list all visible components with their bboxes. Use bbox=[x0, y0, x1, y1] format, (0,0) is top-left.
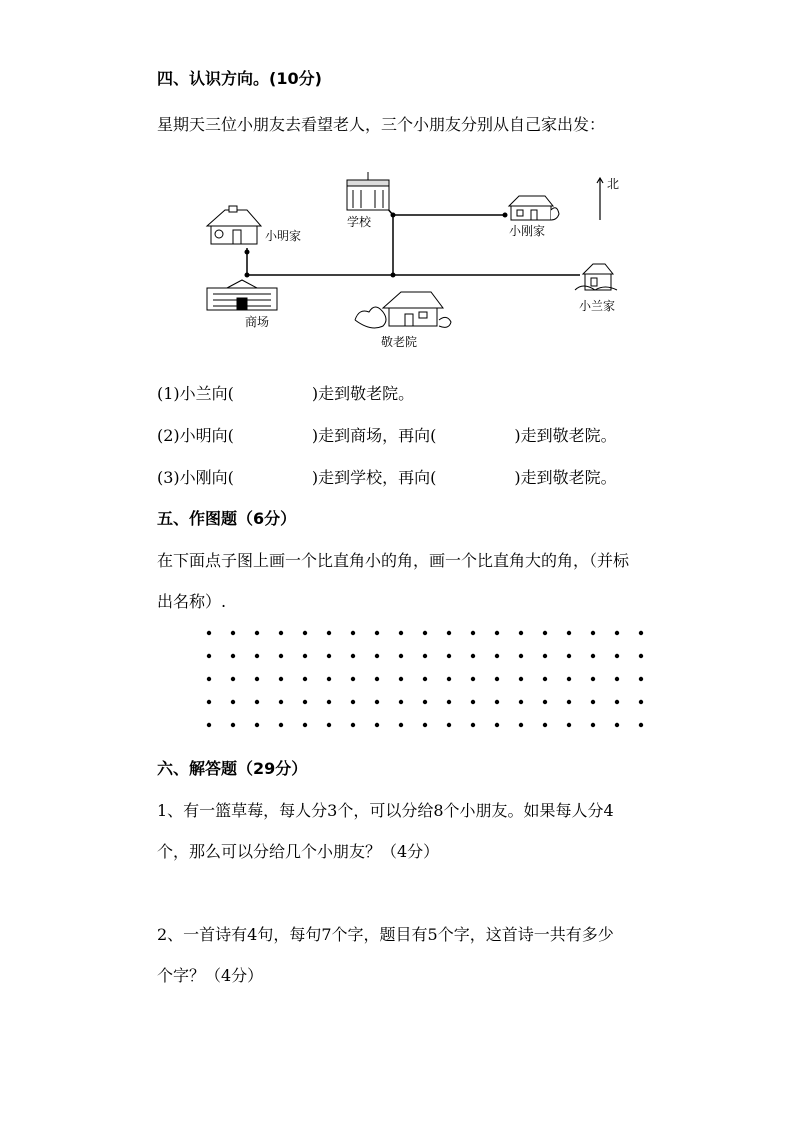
grid-dot[interactable] bbox=[543, 631, 547, 635]
grid-dot[interactable] bbox=[423, 654, 427, 658]
grid-dot[interactable] bbox=[495, 700, 499, 704]
q3-part-a: (3)小刚向( bbox=[157, 468, 234, 487]
grid-dot[interactable] bbox=[591, 677, 595, 681]
north-arrow-icon bbox=[597, 178, 603, 220]
junction-dot bbox=[391, 213, 396, 218]
grid-dot[interactable] bbox=[471, 654, 475, 658]
grid-dot[interactable] bbox=[591, 654, 595, 658]
grid-dot[interactable] bbox=[615, 677, 619, 681]
problem-1-line1: 1、有一篮草莓，每人分3个，可以分给8个小朋友。如果每人分4 bbox=[157, 801, 614, 820]
q2-part-b: )走到商场，再向( bbox=[311, 426, 437, 445]
label-school: 学校 bbox=[347, 215, 372, 229]
grid-dot[interactable] bbox=[399, 631, 403, 635]
junction-dot bbox=[391, 273, 396, 278]
grid-dot[interactable] bbox=[567, 723, 571, 727]
question-3 bbox=[157, 465, 617, 488]
grid-dot[interactable] bbox=[279, 723, 283, 727]
grid-dot[interactable] bbox=[375, 654, 379, 658]
q1-part-b: )走到敬老院。 bbox=[311, 384, 415, 403]
grid-dot[interactable] bbox=[207, 631, 211, 635]
q2-part-a: (2)小明向( bbox=[157, 426, 234, 445]
grid-dot[interactable] bbox=[279, 631, 283, 635]
grid-dot[interactable] bbox=[351, 631, 355, 635]
question-2 bbox=[157, 423, 617, 446]
grid-dot[interactable] bbox=[543, 700, 547, 704]
grid-dot[interactable] bbox=[423, 677, 427, 681]
grid-dot[interactable] bbox=[471, 700, 475, 704]
grid-dot[interactable] bbox=[615, 654, 619, 658]
grid-dot[interactable] bbox=[207, 723, 211, 727]
grid-dot[interactable] bbox=[423, 631, 427, 635]
grid-dot[interactable] bbox=[447, 677, 451, 681]
grid-dot[interactable] bbox=[351, 723, 355, 727]
grid-dot[interactable] bbox=[495, 631, 499, 635]
q3-part-c: )走到敬老院。 bbox=[514, 468, 617, 487]
label-market: 商场 bbox=[245, 315, 270, 329]
grid-dot[interactable] bbox=[615, 631, 619, 635]
grid-dot[interactable] bbox=[327, 654, 331, 658]
grid-dot[interactable] bbox=[519, 677, 523, 681]
grid-dot[interactable] bbox=[303, 631, 307, 635]
grid-dot[interactable] bbox=[399, 723, 403, 727]
grid-dot[interactable] bbox=[471, 631, 475, 635]
grid-dot[interactable] bbox=[375, 723, 379, 727]
grid-dot[interactable] bbox=[255, 677, 259, 681]
label-nursing-home: 敬老院 bbox=[381, 335, 418, 349]
grid-dot[interactable] bbox=[375, 700, 379, 704]
section4-heading: 四、认识方向。(10分) bbox=[157, 69, 322, 88]
grid-dot[interactable] bbox=[207, 654, 211, 658]
section6-heading: 六、解答题（29分） bbox=[157, 759, 308, 778]
grid-dot[interactable] bbox=[279, 677, 283, 681]
grid-dot[interactable] bbox=[231, 677, 235, 681]
nursing-home-icon bbox=[355, 292, 451, 328]
grid-dot[interactable] bbox=[231, 700, 235, 704]
section5-text-line2: 出名称）. bbox=[157, 592, 227, 611]
label-xiaogang: 小刚家 bbox=[509, 224, 546, 238]
grid-dot[interactable] bbox=[639, 654, 643, 658]
grid-dot[interactable] bbox=[207, 700, 211, 704]
grid-dot[interactable] bbox=[423, 723, 427, 727]
grid-dot[interactable] bbox=[231, 631, 235, 635]
grid-dot[interactable] bbox=[351, 677, 355, 681]
grid-dot[interactable] bbox=[519, 723, 523, 727]
q3-part-b: )走到学校，再向( bbox=[311, 468, 437, 487]
grid-dot[interactable] bbox=[375, 677, 379, 681]
grid-dot[interactable] bbox=[519, 700, 523, 704]
section4-intro: 星期天三位小朋友去看望老人，三个小朋友分别从自己家出发： bbox=[157, 115, 606, 134]
xiaoming-house-icon bbox=[207, 206, 261, 244]
grid-dot[interactable] bbox=[375, 631, 379, 635]
junction-dot bbox=[503, 213, 508, 218]
grid-dot[interactable] bbox=[519, 654, 523, 658]
grid-dot[interactable] bbox=[519, 631, 523, 635]
grid-dot[interactable] bbox=[255, 631, 259, 635]
grid-dot[interactable] bbox=[399, 700, 403, 704]
market-icon bbox=[207, 280, 277, 310]
grid-dot[interactable] bbox=[303, 677, 307, 681]
grid-dot[interactable] bbox=[495, 723, 499, 727]
grid-dot[interactable] bbox=[447, 631, 451, 635]
grid-dot[interactable] bbox=[639, 723, 643, 727]
grid-dot[interactable] bbox=[447, 654, 451, 658]
grid-dot[interactable] bbox=[231, 654, 235, 658]
grid-dot[interactable] bbox=[543, 654, 547, 658]
junction-dot bbox=[245, 273, 250, 278]
junction-dot bbox=[245, 250, 250, 255]
grid-dot[interactable] bbox=[255, 654, 259, 658]
grid-dot[interactable] bbox=[495, 654, 499, 658]
grid-dot[interactable] bbox=[639, 677, 643, 681]
grid-dot[interactable] bbox=[639, 631, 643, 635]
grid-dot[interactable] bbox=[591, 700, 595, 704]
grid-dot[interactable] bbox=[327, 723, 331, 727]
grid-dot[interactable] bbox=[615, 723, 619, 727]
grid-dot[interactable] bbox=[471, 723, 475, 727]
grid-dot[interactable] bbox=[591, 723, 595, 727]
grid-dot[interactable] bbox=[351, 654, 355, 658]
grid-dot[interactable] bbox=[567, 700, 571, 704]
section5-heading: 五、作图题（6分） bbox=[157, 509, 297, 528]
grid-dot[interactable] bbox=[543, 677, 547, 681]
direction-map bbox=[195, 168, 620, 368]
grid-dot[interactable] bbox=[567, 677, 571, 681]
section5-text-line1: 在下面点子图上画一个比直角小的角，画一个比直角大的角，（并标 bbox=[157, 551, 630, 570]
q1-part-a: (1)小兰向( bbox=[157, 384, 234, 403]
grid-dot[interactable] bbox=[447, 723, 451, 727]
grid-dot[interactable] bbox=[423, 700, 427, 704]
grid-dot[interactable] bbox=[327, 677, 331, 681]
grid-dot[interactable] bbox=[447, 700, 451, 704]
grid-dot[interactable] bbox=[543, 723, 547, 727]
grid-dot[interactable] bbox=[399, 677, 403, 681]
dot-grid[interactable] bbox=[195, 622, 655, 732]
xiaogang-house-icon bbox=[509, 196, 559, 220]
problem-2-line2: 个字？（4分） bbox=[157, 966, 264, 985]
label-xiaoming: 小明家 bbox=[265, 229, 302, 243]
grid-dot[interactable] bbox=[327, 700, 331, 704]
north-label: 北 bbox=[607, 177, 620, 191]
grid-dot[interactable] bbox=[471, 677, 475, 681]
grid-dot[interactable] bbox=[231, 723, 235, 727]
grid-dot[interactable] bbox=[327, 631, 331, 635]
grid-dot[interactable] bbox=[303, 654, 307, 658]
school-icon bbox=[347, 172, 389, 210]
grid-dot[interactable] bbox=[255, 723, 259, 727]
grid-dot[interactable] bbox=[399, 654, 403, 658]
grid-dot[interactable] bbox=[567, 631, 571, 635]
question-1 bbox=[157, 381, 414, 404]
label-xiaolan: 小兰家 bbox=[579, 299, 616, 313]
problem-2-line1: 2、一首诗有4句，每句7个字，题目有5个字，这首诗一共有多少 bbox=[157, 925, 614, 944]
q2-part-c: )走到敬老院。 bbox=[514, 426, 617, 445]
xiaolan-house-icon bbox=[575, 264, 617, 290]
grid-dot[interactable] bbox=[303, 723, 307, 727]
grid-dot[interactable] bbox=[567, 654, 571, 658]
problem-1-line2: 个，那么可以分给几个小朋友？（4分） bbox=[157, 842, 440, 861]
grid-dot[interactable] bbox=[255, 700, 259, 704]
grid-dot[interactable] bbox=[207, 677, 211, 681]
grid-dot[interactable] bbox=[495, 677, 499, 681]
grid-dot[interactable] bbox=[303, 700, 307, 704]
grid-dot[interactable] bbox=[351, 700, 355, 704]
grid-dot[interactable] bbox=[279, 700, 283, 704]
grid-dot[interactable] bbox=[639, 700, 643, 704]
grid-dot[interactable] bbox=[279, 654, 283, 658]
grid-dot[interactable] bbox=[615, 700, 619, 704]
grid-dot[interactable] bbox=[591, 631, 595, 635]
